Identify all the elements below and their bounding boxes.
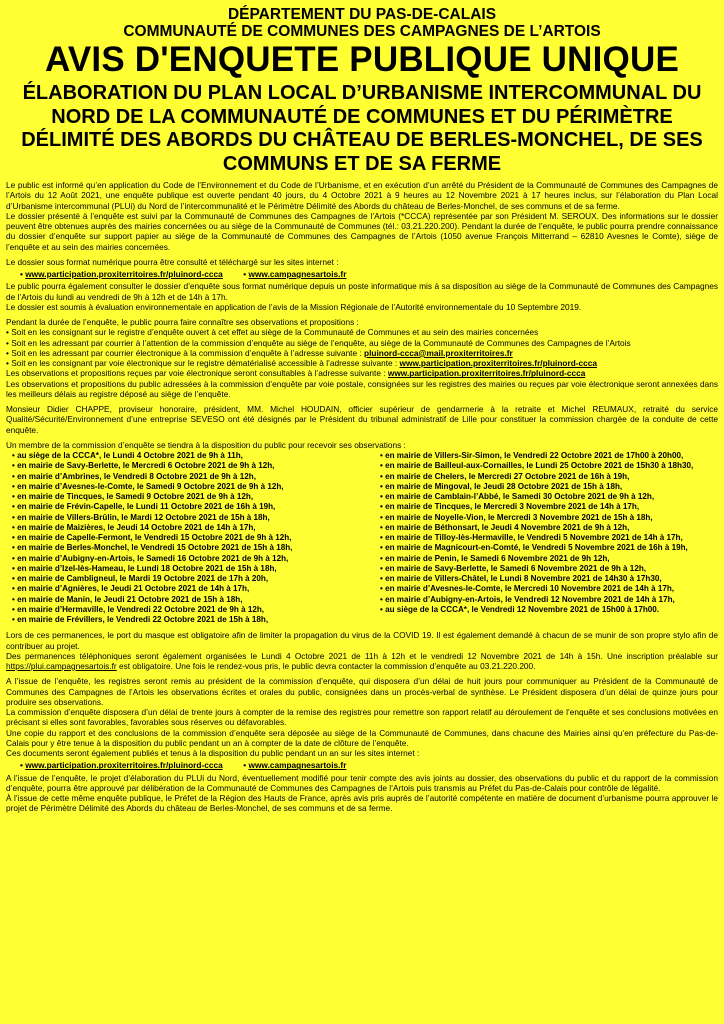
permanence-item: • en mairie de Frévin-Capelle, le Lundi 11 Octobre 2021 de 16h à 19h, [12,502,276,512]
phone-text-a: Des permanences téléphoniques seront également organisées le Lundi 4 Octobre 2021 de 11h à 12h et le vendredi 12 Novembre 2021 de 14h à 15h. Une inscription préalable sur [6,650,718,661]
permanences-right-column [362,451,718,625]
phone-text-b: est obligatoire. Une fois le rendez-vous pris, le public devra contacter la commission d’enquête au 03.21.220.200. [116,661,536,671]
permanence-item: • en mairie de Manin, le Jeudi 21 Octobre 2021 de 15h à 18h, [12,594,243,604]
permanences-list [6,451,718,625]
permanence-item: • en mairie de Savy-Berlette, le Samedi 6 Novembre 2021 de 9h à 12h, [380,563,647,573]
permanence-item: • en mairie de Mingoval, le Jeudi 28 Octobre 2021 de 15h à 18h, [380,481,623,491]
permanence-item: • en mairie d’Izel-lès-Hameau, le Lundi 18 Octobre 2021 de 15h à 18h, [12,563,277,573]
intro-paragraph: Le public est informé qu’en application du Code de l’Environnement et du Code de l’Urbanisme, et en exécution d’un arrêté du Président de la Communauté de Communes des Campagnes de l’Artois du 12 Août 2021, une enquête publique est ouverte pendant 40 jours, du 4 Octobre 2021 à 9 heures au 12 Novembre 2021 à 17 heures inclus, sur l’élaboration du Plan Local d’Urbanisme intercommunal (PLUi) du Nord de l’intercommunalité et le Périmètre Délimité des Abords du château de Berles-Monchel, de ses communs et de sa ferme. [6,180,718,211]
annex-paragraph: Les observations et propositions du public adressées à la commission d’enquête par voie postale, consignées sur les registres des mairies ou reçues par voie électronique seront annexées dans les meilleurs délais au registre déposé au siège de l’enquête. [6,378,718,399]
email-link[interactable]: pluinord-ccca@mail.proxiterritoires.fr [364,347,513,358]
approval-paragraph: A l’issue de l’enquête, le projet d’élaboration du PLUi du Nord, éventuellement modifié pour tenir compte des avis joints au dossier, des observations du public et du rapport de la commission d’enquête, pourra être approuvé par délibération de la Communauté de Communes des Campagnes de l’Artois puis transmis au Préfet du Pas-de-Calais pour contrôle de légalité. [6,772,718,793]
observations-intro: Pendant la durée de l’enquête, le public pourra faire connaître ses observations et propositions : [6,317,359,327]
permanence-item: • en mairie de Magnicourt-en-Comté, le Vendredi 5 Novembre 2021 de 16h à 19h, [380,543,688,553]
consult-paragraph [6,368,718,378]
commission-paragraph: Monsieur Didier CHAPPE, proviseur honoraire, président, MM. Michel HOUDAIN, officier supérieur de gendarmerie à la retraite et Michel REUMAUX, retraité du service Qualité/Sécurité/Environnement d’une entreprise SEVESO ont été désignés par le Président du tribunal administratif de Lille pour constituer la commission chargée de la conduite de cette enquête. [6,404,718,435]
bullet-online-text: • Soit en les consignant par voie électronique sur le registre dématérialisé accessible à l’adresse suivante : [6,358,400,368]
permanence-item: • en mairie de Penin, le Samedi 6 Novembre 2021 de 9h 12h, [380,553,610,563]
bullet-email-text: • Soit en les adressant par courrier électronique à la commission d’enquête à l’adresse suivante : [6,347,365,358]
permanence-item: • en mairie de Berles-Monchel, le Vendredi 15 Octobre 2021 de 15h à 18h, [12,543,293,553]
permanence-item: • en mairie de Tincques, le Mercredi 3 Novembre 2021 de 14h à 17h, [380,502,640,512]
environment-paragraph: Le dossier est soumis à évaluation environnementale en application de l’avis de la Mission Régionale de l’Autorité environnementale du 10 Septembre 2019. [6,301,582,312]
prefect-paragraph: À l’issue de cette même enquête publique, le Préfet de la Région des Hauts de France, après avis pris auprès de l’autorité compétente en matière de document d’urbanisme pourra approuver le projet de Périmètre Délimité des Abords du château de Berles-Monchel, de ses communs et de sa ferme. [6,793,718,814]
links-row-bottom: • www.participation.proxiterritoires.fr/pluinord-ccca • www.campagnesartois.fr [20,760,347,771]
registers-paragraph: A l’issue de l’enquête, les registres seront remis au président de la commission d’enquête, qui disposera d’un délai de huit jours pour communiquer au Président de la Communauté de Communes des Campagnes de l’Artois les observations écrites et orales du public, consignées dans un procès-verbal de synthèse. Le Président disposera d’un délai de quinze jours pour produire ses observations. [6,676,718,707]
permanence-item: • en mairie d’Avesnes-le-Comte, le Samedi 9 Octobre 2021 de 9h à 12h, [12,481,284,491]
permanence-item: • au siège de la CCCA*, le Vendredi 12 Novembre 2021 de 15h00 à 17h00. [380,604,660,614]
report-paragraph: La commission d’enquête disposera d’un délai de trente jours à compter de la remise des registres pour remettre son rapport relatif au déroulement de l’enquête et ses conclusions motivées en précisant si elles sont favorables, favorables sous réserves ou défavorables. [6,707,718,728]
bullet-online [6,358,718,368]
permanence-item: • en mairie d’Agnières, le Jeudi 21 Octobre 2021 de 14h à 17h, [12,584,250,594]
permanence-item: • en mairie de Villers-Sir-Simon, le Vendredi 22 Octobre 2021 de 17h00 à 20h00, [380,451,684,460]
participation-link-bottom[interactable]: www.participation.proxiterritoires.fr/pluinord-ccca [25,760,223,771]
permanence-item: • en mairie de Béthonsart, le Jeudi 4 Novembre 2021 de 9h à 12h, [380,522,630,532]
permanence-item: • en mairie de Noyelle-Vion, le Mercredi 3 Novembre 2021 de 15h à 18h, [380,512,653,522]
consult-text: Les observations et propositions reçues par voie électronique seront consultables à l’adresse suivante : [6,368,388,379]
dossier-paragraph: Le dossier présenté à l’enquête est suivi par la Communauté de Communes des Campagnes de l’Artois (*CCCA) représentée par son Président M. SEROUX. Des informations sur le dossier peuvent être obtenues auprès des mairies concernées ou au siège de la Communauté de Communes (tél.: 03.21.220.200). Pendant la durée de l’enquête, le public pourra prendre connaissance du dossier d’enquête sur support papier au siège de la Communauté de Communes des Campagnes de l’Artois (1050 avenue François Mitterrand – 62810 Avesnes le Comte), siège de l’enquête et au sein des mairies concernées. [6,210,718,252]
bullet-email [6,348,718,358]
permanence-item: • en mairie de Camblain-l’Abbé, le Samedi 30 Octobre 2021 de 9h à 12h, [380,492,655,501]
bullet-register: • Soit en les consignant sur le registre d’enquête ouvert à cet effet au siège de la Communauté de Communes et au sein des mairies concernées [6,327,539,338]
phone-paragraph [6,651,718,672]
participation-link[interactable]: www.participation.proxiterritoires.fr/pluinord-ccca [25,269,223,279]
permanence-item: • en mairie de Villers-Brûlin, le Mardi 12 Octobre 2021 de 15h à 18h, [12,512,270,522]
community-heading: COMMUNAUTÉ DE COMMUNES DES CAMPAGNES DE L’ARTOIS [123,23,601,40]
campagnesartois-link-bottom[interactable]: www.campagnesartois.fr [248,760,347,771]
publication-paragraph: Ces documents seront également publiés et tenus à la disposition du public pendant un an sur les sites internet : [6,748,420,758]
permanence-item: • en mairie d’Aubigny-en-Artois, le Samedi 16 Octobre 2021 de 9h à 12h, [12,553,289,563]
permanence-item: • en mairie d’Aubigny-en-Artois, le Vendredi 12 Novembre 2021 de 14h à 17h, [380,594,675,604]
copy-paragraph: Une copie du rapport et des conclusions de la commission d’enquête sera déposée au siège de la Communauté de Communes, dans chacune des Mairies ainsi qu’en préfecture du Pas-de-Calais pour y être tenue à la disposition du public pendant un an à compter de la date de clôture de l’enquête. [6,727,718,748]
permanence-item: • en mairie de Tilloy-lès-Hermaville, le Vendredi 5 Novembre 2021 de 14h à 17h, [380,533,683,542]
permanence-item: • en mairie de Tincques, le Samedi 9 Octobre 2021 de 9h à 12h, [12,492,254,501]
notice-title: AVIS D'ENQUETE PUBLIQUE UNIQUE [44,40,680,79]
notice-subtitle: ÉLABORATION DU PLAN LOCAL D’URBANISME INTERCOMMUNAL DU NORD DE LA COMMUNAUTÉ DE COMMUNES ET DU PÉRIMÈTRE DÉLIMITÉ DES ABORDS DU CHÂTEAU DE BERLES-MONCHEL, DE SES COMMUNS ET DE SA FERME [21,82,703,175]
permanence-item: • en mairie de Maizières, le Jeudi 14 Octobre 2021 de 14h à 17h, [12,522,256,532]
permanence-item: • en mairie de Frévillers, le Vendredi 22 Octobre 2021 de 15h à 18h, [12,615,269,624]
bullet-mail: • Soit en les adressant par courrier à l’attention de la commission d’enquête au siège de l’enquête, au siège de la Communauté de Communes des Campagnes de l’Artois [6,337,631,348]
permanence-item: • au siège de la CCCA*, le Lundi 4 Octobre 2021 de 9h à 11h, [12,451,243,460]
plui-link[interactable]: https://plui.campagnesartois.fr [6,661,117,671]
permanence-item: • en mairie de Capelle-Fermont, le Vendredi 15 Octobre 2021 de 9h à 12h, [12,533,292,542]
permanences-intro: Un membre de la commission d’enquête se tiendra à la disposition du public pour recevoir ses observations : [6,439,406,450]
register-link[interactable]: www.participation.proxiterritoires.fr/pluinord-ccca [399,358,597,368]
permanence-item: • en mairie de Villers-Châtel, le Lundi 8 Novembre 2021 de 14h30 à 17h30, [380,574,662,583]
mask-paragraph: Lors de ces permanences, le port du masque est obligatoire afin de limiter la propagation du virus de la COVID 19. Il est également demandé à chacun de se munir de son propre stylo afin de contribuer au projet. [6,630,718,651]
permanences-left-column [6,451,362,625]
permanence-item: • en mairie d’Avesnes-le-Comte, le Mercredi 10 Novembre 2021 de 14h à 17h, [380,584,675,594]
consult-link[interactable]: www.participation.proxiterritoires.fr/pluinord-ccca [387,368,586,379]
terminal-paragraph: Le public pourra également consulter le dossier d’enquête sous format numérique depuis un poste informatique mis à sa disposition au siège de la Communauté de Communes des Campagnes de l’Artois du lundi au vendredi de 9h à 12h et de 14h à 17h. [6,281,718,302]
department-heading: DÉPARTEMENT DU PAS-DE-CALAIS [227,6,497,23]
permanence-item: • en mairie de Cambligneul, le Mardi 19 Octobre 2021 de 17h à 20h, [12,574,269,583]
permanence-item: • en mairie d’Hermaville, le Vendredi 22 Octobre 2021 de 9h à 12h, [12,604,265,614]
campagnesartois-link[interactable]: www.campagnesartois.fr [248,269,347,279]
permanence-item: • en mairie d’Ambrines, le Vendredi 8 Octobre 2021 de 9h à 12h, [12,471,256,481]
notice-body [6,180,718,814]
permanence-item: • en mairie de Chelers, le Mercredi 27 Octobre 2021 de 16h à 19h, [380,471,630,481]
digital-paragraph: Le dossier sous format numérique pourra être consulté et téléchargé sur les sites internet : [6,256,339,267]
links-row-top: • www.participation.proxiterritoires.fr/pluinord-ccca • www.campagnesartois.fr [20,269,347,279]
permanence-item: • en mairie de Savy-Berlette, le Mercredi 6 Octobre 2021 de 9h à 12h, [12,461,275,471]
permanence-item: • en mairie de Bailleul-aux-Cornailles, le Lundi 25 Octobre 2021 de 15h30 à 18h30, [380,461,694,471]
